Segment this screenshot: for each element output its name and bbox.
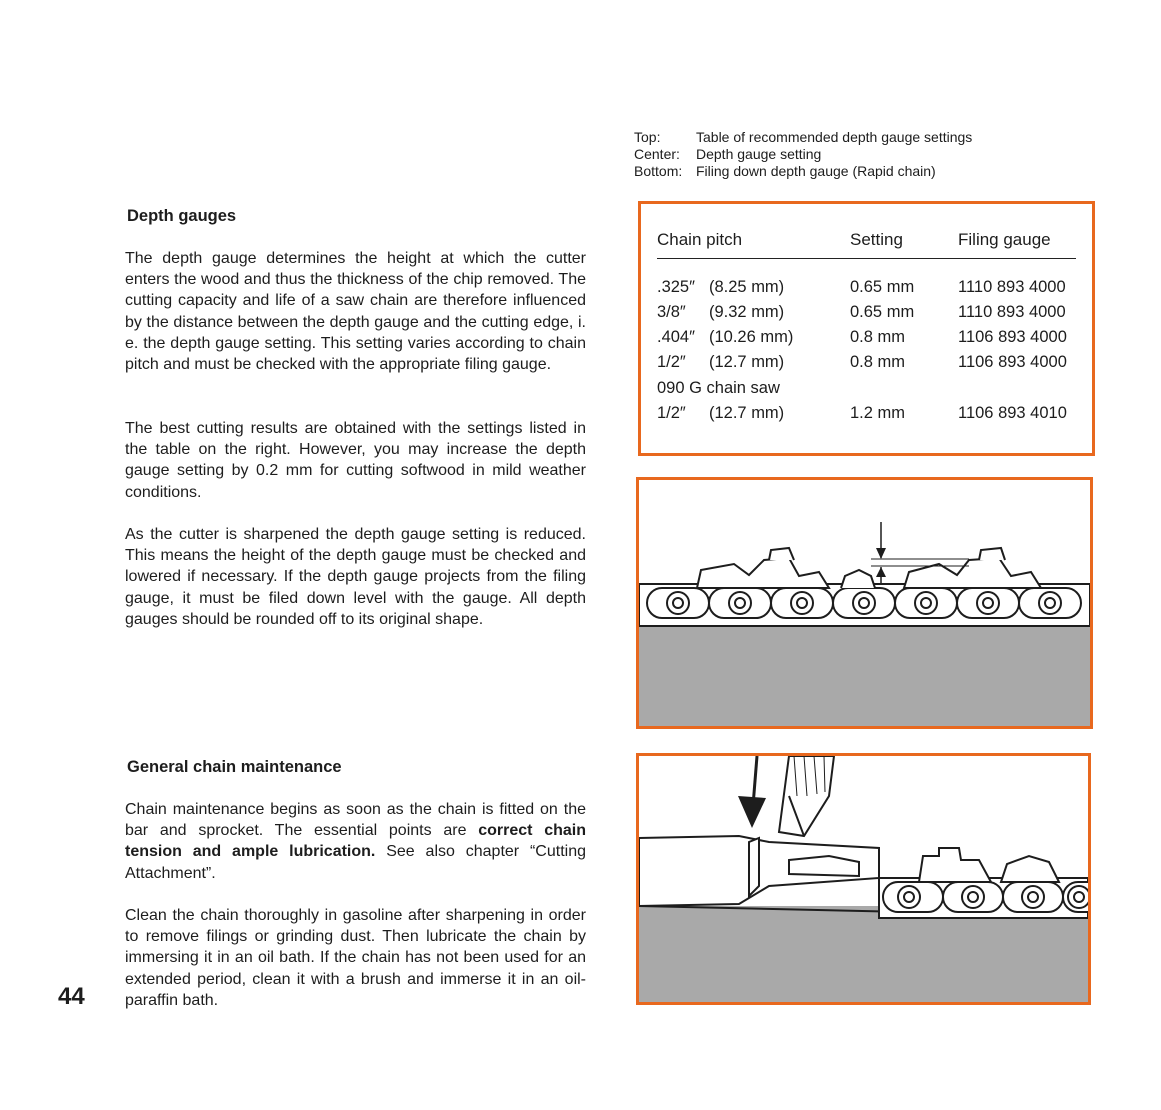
- table-row: [657, 328, 1076, 353]
- cell-gauge: 1110 893 4000: [958, 303, 1066, 321]
- depth-gauge-setting-figure: [636, 477, 1093, 729]
- cell-gauge: 1110 893 4000: [958, 278, 1066, 296]
- table-header: [657, 230, 1076, 259]
- cell-pitch: 090 G chain saw: [657, 379, 780, 397]
- cell-pitch: .404″: [657, 328, 695, 346]
- wood-surface: [639, 626, 1090, 726]
- chain-depth-gauge-illustration: [639, 480, 1090, 726]
- caption-text: Table of recommended depth gauge settings: [696, 129, 973, 145]
- cell-gauge: 1106 893 4000: [958, 328, 1067, 346]
- cell-pitch: 1/2″: [657, 404, 686, 422]
- depth-gauges-heading: Depth gauges: [127, 207, 237, 225]
- cell-mm: (12.7 mm): [709, 353, 785, 371]
- cell-gauge: 1106 893 4010: [958, 404, 1067, 422]
- maintenance-paragraph-1: Chain maintenance begins as soon as the chain is fitted on the bar and sprocket. The essential points are correct chain tension and ample lubrication. See also chapter “Cutting Attachment”.: [125, 801, 587, 882]
- table-row: [657, 379, 1076, 404]
- cell-mm: (9.32 mm): [709, 303, 785, 321]
- maintenance-heading: General chain maintenance: [127, 758, 342, 776]
- maintenance-paragraph-2: Clean the chain thoroughly in gasoline after sharpening in order to remove filings or grinding dust. Then lubricate the chain by immersing it in an oil bath. If the chain has not been used for an extended period, clean it with a brush and immerse it in an oil-paraffin bath.: [125, 907, 586, 1009]
- header-filing-gauge: Filing gauge: [958, 230, 1051, 249]
- caption-text: Filing down depth gauge (Rapid chain): [696, 163, 936, 179]
- table-row: [657, 278, 1076, 303]
- depth-gauges-paragraph-3: As the cutter is sharpened the depth gauge setting is reduced. This means the height of the depth gauge must be checked and lowered if necessary. If the depth gauge projects from the filing gauge, it must be filed down level with the gauge. All depth gauges should be rounded off to its original shape.: [125, 526, 586, 628]
- cutters: [697, 548, 1041, 588]
- cutters: [919, 848, 1059, 882]
- cell-mm: (8.25 mm): [709, 278, 785, 296]
- cell-pitch: 3/8″: [657, 303, 686, 321]
- header-setting: Setting: [850, 230, 903, 249]
- filing-depth-gauge-illustration: [639, 756, 1088, 1002]
- figure-caption: [634, 129, 972, 180]
- table-row: [657, 353, 1076, 378]
- wood-surface: [639, 906, 1088, 1002]
- cell-setting: 0.8 mm: [850, 353, 906, 371]
- table-row: [657, 303, 1076, 328]
- cell-setting: 0.65 mm: [850, 278, 915, 296]
- cell-gauge: 1106 893 4000: [958, 353, 1067, 371]
- filing-depth-gauge-figure: [636, 753, 1091, 1005]
- cell-pitch: 1/2″: [657, 353, 686, 371]
- cell-pitch: .325″: [657, 278, 695, 296]
- cell-setting: 1.2 mm: [850, 404, 906, 422]
- caption-text: Depth gauge setting: [696, 146, 822, 162]
- caption-key: Bottom:: [634, 163, 683, 179]
- header-chain-pitch: Chain pitch: [657, 230, 743, 249]
- flat-file-icon: [779, 756, 834, 836]
- cell-mm: (12.7 mm): [709, 404, 785, 422]
- depth-gauge-table: [638, 201, 1095, 456]
- caption-key: Center:: [634, 146, 680, 162]
- cell-mm: (10.26 mm): [709, 328, 794, 346]
- table-row: [657, 404, 1076, 429]
- depth-gauges-paragraph-1: The depth gauge determines the height at which the cutter enters the wood and thus the thickness of the chip removed. The cutting capacity and life of a saw chain are therefore influenced by the distance between the depth gauge and the cutting edge, i. e. the depth gauge setting. This setting varies according to chain pitch and must be checked with the appropriate filing gauge.: [125, 250, 586, 374]
- filing-gauge-tool: [639, 836, 879, 906]
- caption-key: Top:: [634, 129, 661, 145]
- cell-setting: 0.8 mm: [850, 328, 906, 346]
- cell-setting: 0.65 mm: [850, 303, 915, 321]
- depth-gauges-paragraph-2: The best cutting results are obtained with the settings listed in the table on the right. However, you may increase the depth gauge setting by 0.2 mm for cutting softwood in mild weather conditions.: [125, 420, 586, 501]
- page-number: 44: [58, 983, 85, 1010]
